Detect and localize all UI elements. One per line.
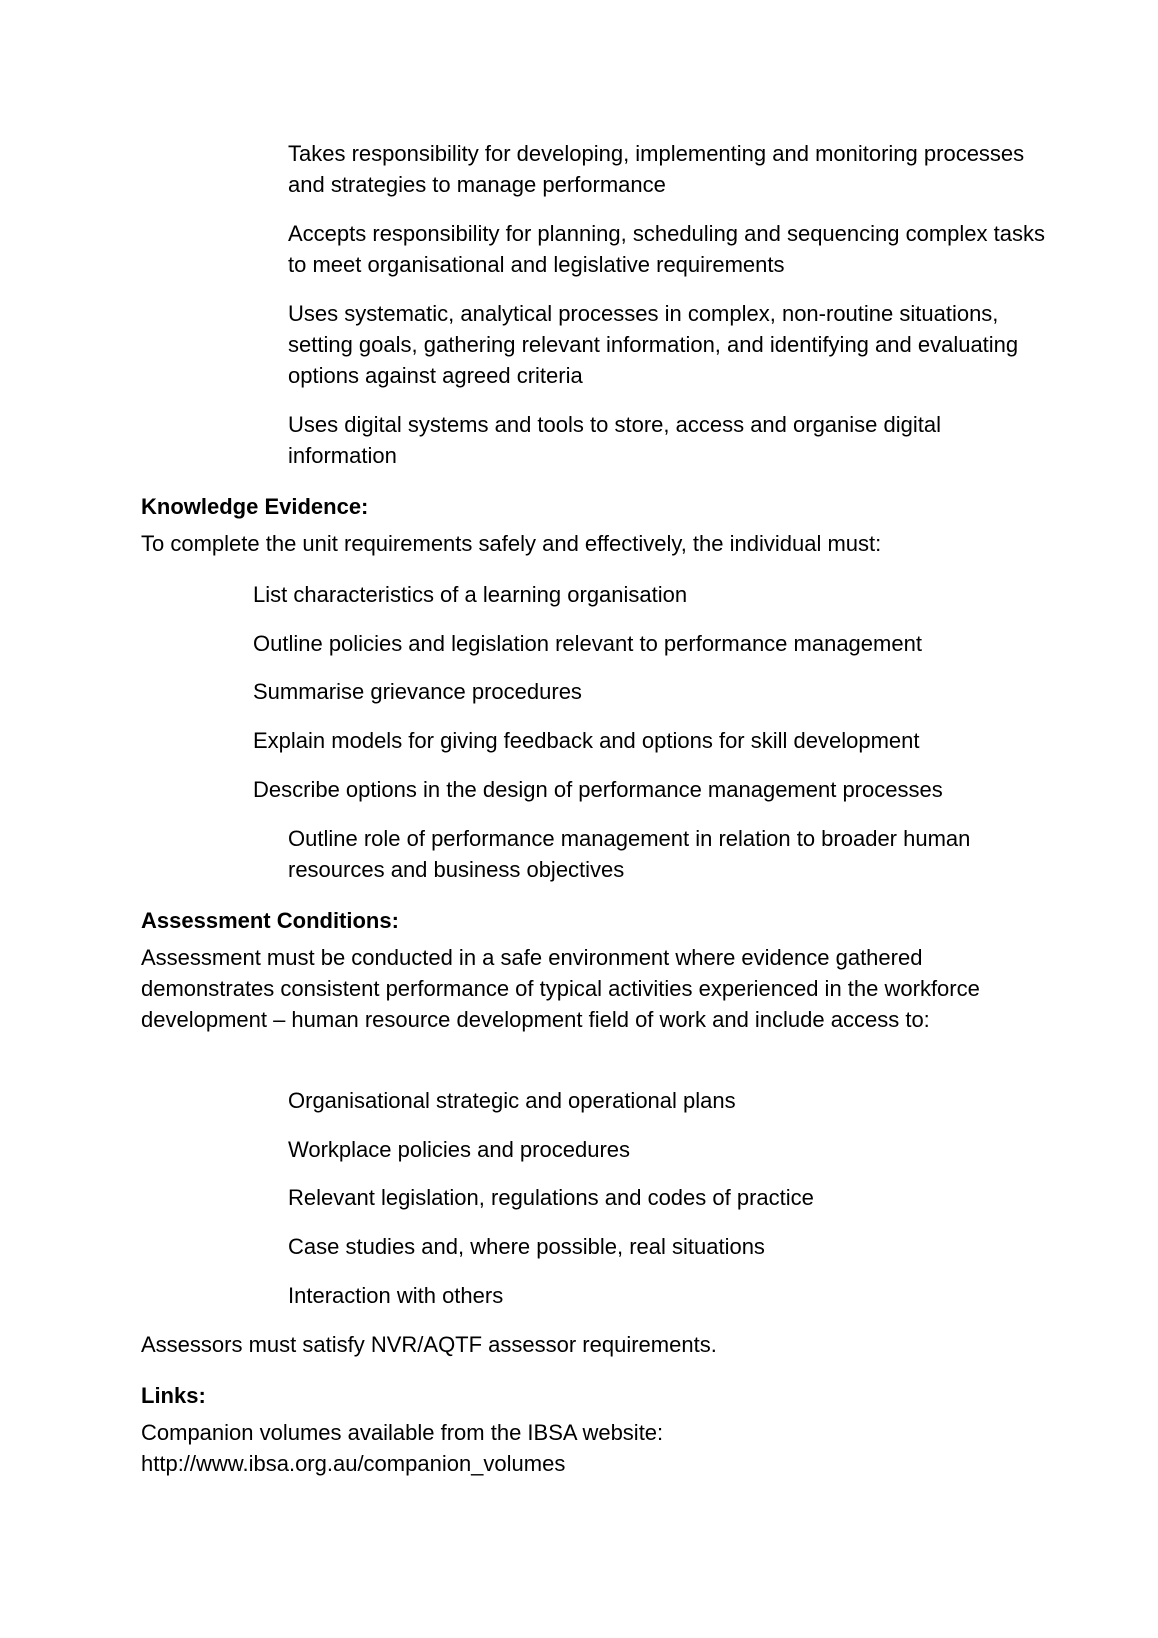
knowledge-item: Summarise grievance procedures <box>253 679 582 704</box>
links-text: Companion volumes available from the IBSA website: <box>141 1420 664 1445</box>
assessment-conditions-intro: Assessment must be conducted in a safe environment where evidence gathered demonstrates consistent performance of typical activities experienced in the workforce development – human resource development field of work and include access to: <box>141 945 980 1032</box>
assessment-conditions-heading: Assessment Conditions: <box>141 908 399 933</box>
assessment-item: Case studies and, where possible, real situations <box>288 1234 765 1259</box>
links-paragraph <box>141 1417 1021 1479</box>
knowledge-item: Outline policies and legislation relevant to performance management <box>253 631 922 656</box>
assessment-item: Interaction with others <box>288 1283 504 1308</box>
assessment-item: Workplace policies and procedures <box>288 1137 630 1162</box>
knowledge-evidence-intro: To complete the unit requirements safely and effectively, the individual must: <box>141 531 882 556</box>
companion-volumes-link[interactable]: http://www.ibsa.org.au/companion_volumes <box>141 1451 566 1476</box>
performance-item: Accepts responsibility for planning, scheduling and sequencing complex tasks to meet organisational and legislative requirements <box>288 221 1045 277</box>
knowledge-item: List characteristics of a learning organisation <box>253 582 688 607</box>
assessment-item: Relevant legislation, regulations and codes of practice <box>288 1185 814 1210</box>
knowledge-evidence-heading: Knowledge Evidence: <box>141 494 369 519</box>
performance-item: Uses digital systems and tools to store, access and organise digital information <box>288 412 941 468</box>
performance-item: Uses systematic, analytical processes in complex, non-routine situations, setting goals, gathering relevant information, and identifying and evaluating options against agreed criteria <box>288 301 1019 388</box>
assessment-item: Organisational strategic and operational plans <box>288 1088 736 1113</box>
knowledge-item: Describe options in the design of performance management processes <box>253 777 943 802</box>
performance-item: Takes responsibility for developing, implementing and monitoring processes and strategies to manage performance <box>288 141 1025 197</box>
knowledge-item: Explain models for giving feedback and options for skill development <box>253 728 920 753</box>
knowledge-item: Outline role of performance management in relation to broader human resources and business objectives <box>288 826 971 882</box>
links-heading: Links: <box>141 1383 206 1408</box>
assessor-requirements: Assessors must satisfy NVR/AQTF assessor requirements. <box>141 1332 717 1357</box>
